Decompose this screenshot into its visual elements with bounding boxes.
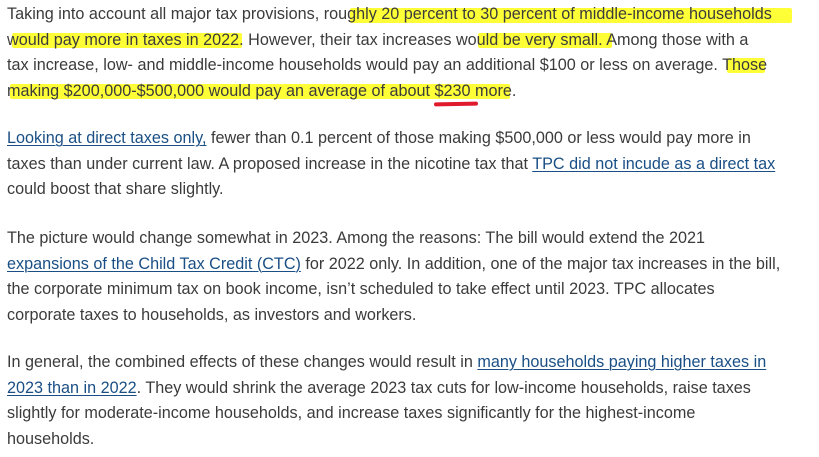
inline-link[interactable]: 2023 than in 2022 [7, 378, 137, 397]
inline-link[interactable]: TPC did not incude as a direct tax [532, 154, 776, 173]
text-line [7, 349, 766, 375]
text-line [7, 375, 751, 401]
text-segment: fewer than 0.1 percent of those making $500,000 or less would pay more in [206, 129, 751, 147]
text-line [7, 400, 695, 426]
inline-link[interactable]: many households paying higher taxes in [477, 353, 767, 371]
text-line [7, 125, 751, 151]
text-segment: taxes than under current law. A proposed increase in the nicotine tax that [7, 154, 533, 173]
text-line [7, 52, 767, 78]
text-line [7, 251, 780, 277]
text-line [7, 276, 715, 302]
inline-link[interactable]: Looking at direct taxes only, [7, 129, 207, 147]
text-segment: . They would shrink the average 2023 tax cuts for low-income households, raise taxes [136, 378, 751, 397]
text-line [7, 302, 416, 328]
text-line [7, 151, 775, 177]
text-segment: for 2022 only. In addition, one of the major tax increases in the bill, [300, 254, 781, 273]
text-segment: would pay more in taxes in 2022. However, their tax increases would be very small. Among those with a [7, 30, 749, 49]
text-line [7, 78, 516, 104]
text-segment: Taking into account all major tax provisions, roughly 20 percent to 30 percent of middle-income households [7, 5, 772, 23]
text-segment: the corporate minimum tax on book income, isn’t scheduled to take effect until 2023. TPC allocates [7, 280, 715, 298]
text-segment: slightly for moderate-income households, and increase taxes significantly for the highest-income [7, 404, 696, 422]
text-segment: making $200,000-$500,000 would pay an average of about $230 more. [7, 81, 517, 100]
red-underline-mark [434, 102, 478, 107]
text-segment: corporate taxes to households, as investors and workers. [7, 305, 417, 324]
text-segment: could boost that share slightly. [7, 180, 224, 198]
inline-link[interactable]: expansions of the Child Tax Credit (CTC) [7, 254, 301, 273]
text-segment: households. [7, 429, 95, 448]
text-line [7, 225, 705, 251]
text-line [7, 1, 772, 27]
text-segment: The picture would change somewhat in 2023. Among the reasons: The bill would extend the 2021 [7, 229, 706, 247]
text-line [7, 176, 224, 202]
text-line [7, 426, 94, 452]
text-segment: tax increase, low- and middle-income households would pay an additional $100 or less on average. Those [7, 56, 768, 74]
text-line [7, 27, 748, 53]
text-segment: In general, the combined effects of these changes would result in [7, 353, 478, 371]
